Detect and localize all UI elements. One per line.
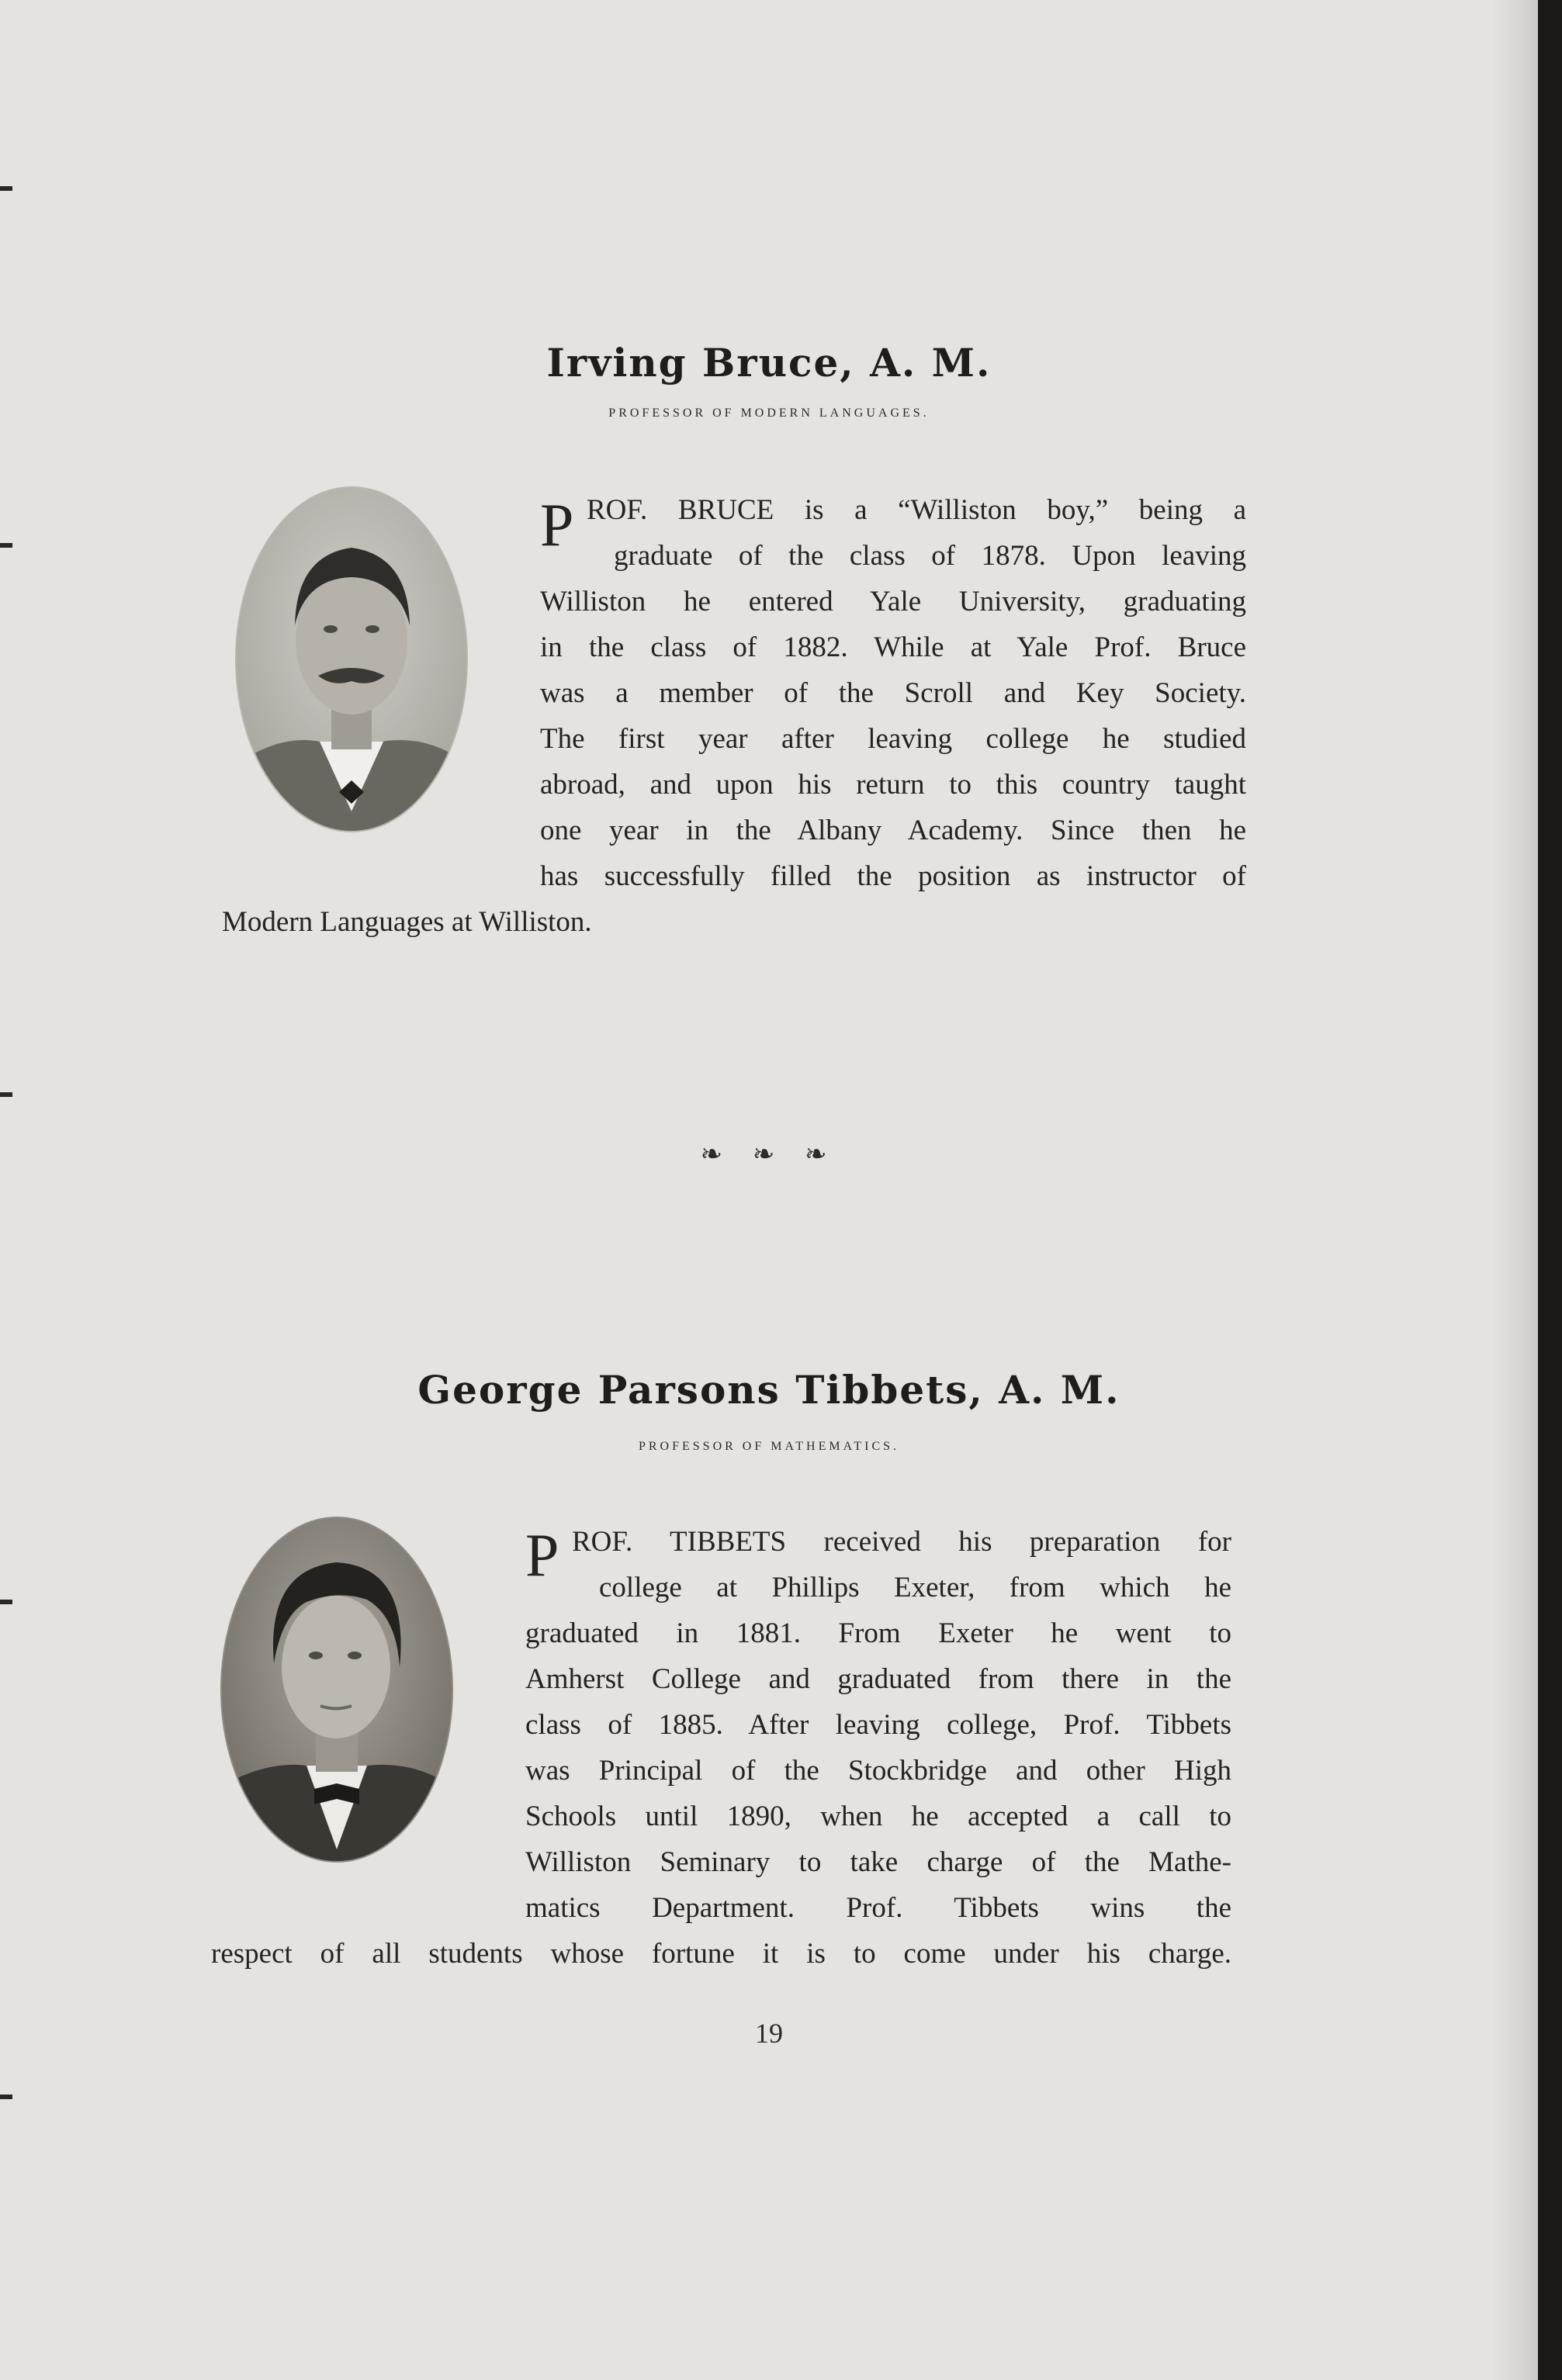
entry-heading-tibbets: George Parsons Tibbets, A. M. <box>417 1367 1120 1413</box>
text-line: matics Department. Prof. Tibbets wins the <box>525 1892 1231 1924</box>
portrait-tibbets <box>220 1516 454 1863</box>
text-line: college at Phillips Exeter, from which he <box>599 1572 1231 1603</box>
binding-mark <box>0 1092 12 1097</box>
portrait-bruce <box>234 486 469 833</box>
text-line: ROF. BRUCE is a “Williston boy,” being a <box>587 494 1246 526</box>
text-line: has successfully filled the position as instructor of <box>540 860 1246 892</box>
page-number: 19 <box>755 2018 783 2049</box>
drop-cap-tibbets: P <box>525 1521 559 1589</box>
text-line: Amherst College and graduated from there in the <box>525 1663 1231 1695</box>
entry-subtitle-bruce: PROFESSOR OF MODERN LANGUAGES. <box>608 406 930 420</box>
text-line: was Principal of the Stockbridge and other High <box>525 1755 1231 1787</box>
text-line: Modern Languages at Williston. <box>222 906 592 938</box>
text-line: class of 1885. After leaving college, Prof. Tibbets <box>525 1709 1231 1741</box>
text-line: Williston Seminary to take charge of the Mathe- <box>525 1846 1231 1878</box>
text-line: in the class of 1882. While at Yale Prof. Bruce <box>540 631 1246 663</box>
text-line: graduate of the class of 1878. Upon leaving <box>614 540 1246 572</box>
drop-cap-bruce: P <box>540 491 574 559</box>
binding-mark <box>0 543 12 548</box>
text-line: one year in the Albany Academy. Since then he <box>540 815 1246 846</box>
binding-mark <box>0 2095 12 2099</box>
paragraph-tibbets <box>211 1519 1231 1977</box>
entry-heading-bruce: Irving Bruce, A. M. <box>546 340 992 386</box>
paragraph-bruce <box>222 487 1246 945</box>
binding-mark <box>0 186 12 191</box>
section-ornament: ❧ ❧ ❧ <box>700 1139 838 1170</box>
text-line: respect of all students whose fortune it is to come under his charge. <box>211 1938 1231 1970</box>
text-line: abroad, and upon his return to this country taught <box>540 769 1246 801</box>
text-line: ROF. TIBBETS received his preparation for <box>572 1526 1231 1558</box>
text-line: graduated in 1881. From Exeter he went to <box>525 1617 1231 1649</box>
binding-mark <box>0 1600 12 1604</box>
entry-subtitle-tibbets: PROFESSOR OF MATHEMATICS. <box>638 1440 900 1453</box>
text-line: Williston he entered Yale University, graduating <box>540 586 1246 617</box>
text-line: Schools until 1890, when he accepted a call to <box>525 1801 1231 1832</box>
text-line: was a member of the Scroll and Key Society. <box>540 677 1246 709</box>
text-line: The first year after leaving college he studied <box>540 723 1246 755</box>
